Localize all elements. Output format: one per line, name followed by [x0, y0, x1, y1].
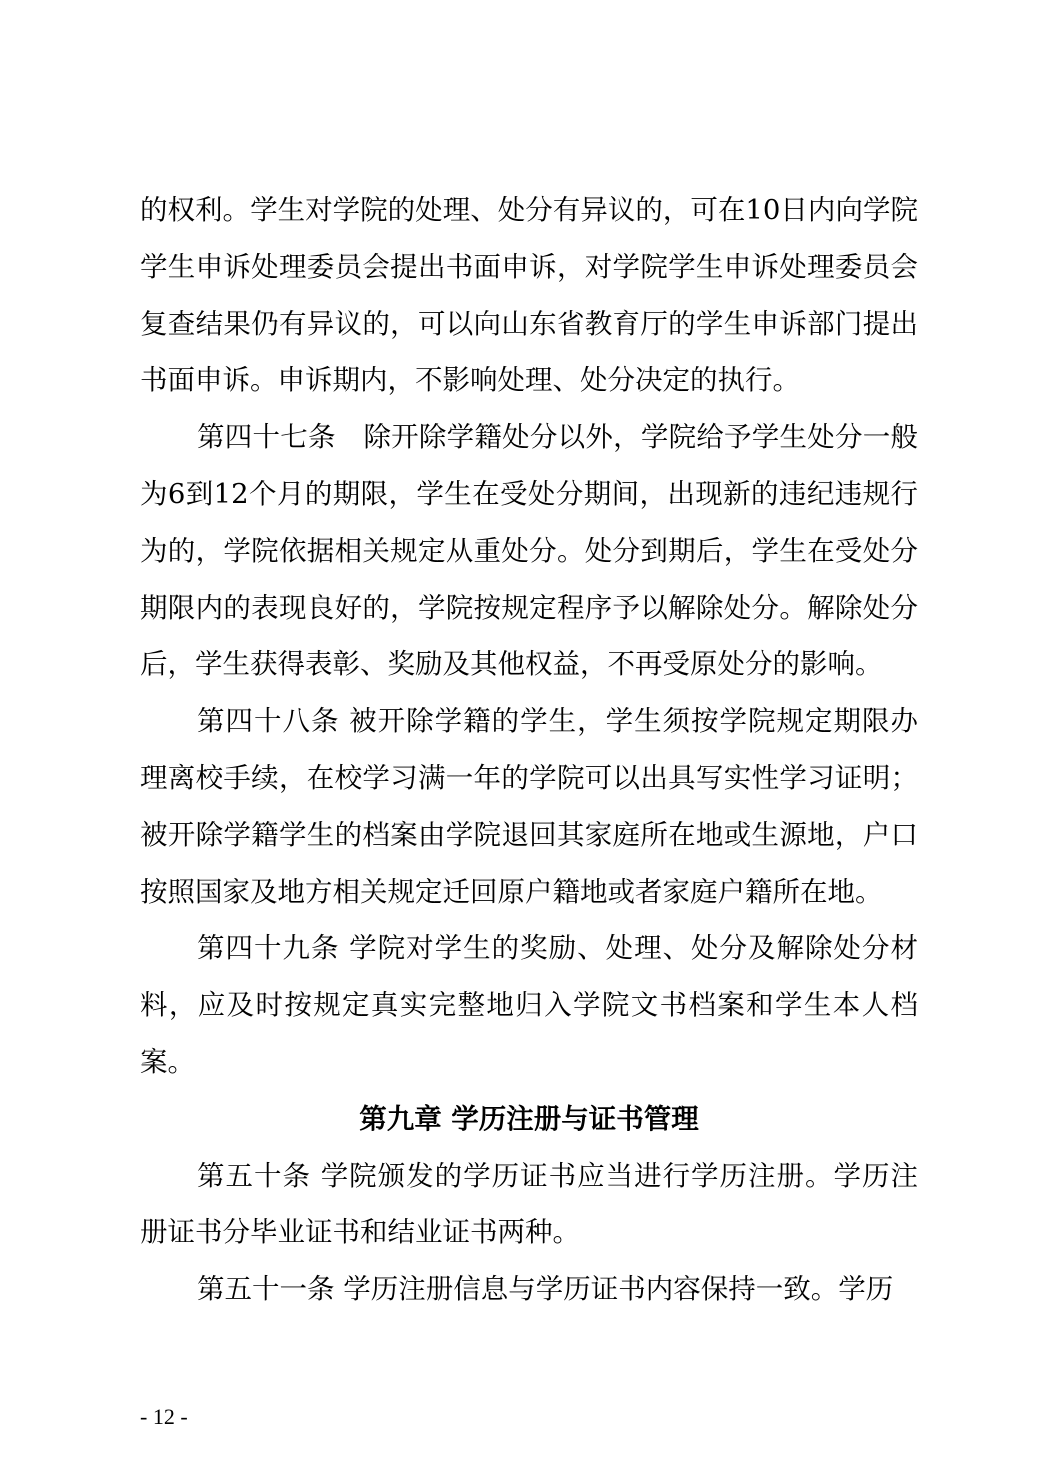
paragraph-article-48: 第四十八条 被开除学籍的学生，学生须按学院规定期限办理离校手续，在校学习满一年的学院可以出具写实性学习证明；被开除学籍学生的档案由学院退回其家庭所在地或生源地，户口按照国家及地方相关规定迁回原户籍地或者家庭户籍所在地。 [140, 705, 918, 908]
paragraph-article-50: 第五十条 学院颁发的学历证书应当进行学历注册。学历注册证书分毕业证书和结业证书两种。 [140, 1159, 918, 1249]
paragraph-article-51: 第五十一条 学历注册信息与学历证书内容保持一致。学历 [197, 1273, 894, 1306]
paragraph-article-49: 第四十九条 学院对学生的奖励、处理、处分及解除处分材料，应及时按规定真实完整地归入学院文书档案和学生本人档案。 [140, 932, 918, 1078]
paragraph-article-47: 第四十七条 除开除学籍处分以外，学院给予学生处分一般为6到12个月的期限，学生在受处分期间，出现新的违纪违规行为的，学院依据相关规定从重处分。处分到期后，学生在受处分期限内的表现良好的，学院按规定程序予以解除处分。解除处分后，学生获得表彰、奖励及其他权益，不再受原处分的影响。 [140, 421, 918, 681]
paragraph-continuation: 的权利。学生对学院的处理、处分有异议的，可在10日内向学院学生申诉处理委员会提出书面申诉，对学院学生申诉处理委员会复查结果仍有异议的，可以向山东省教育厅的学生申诉部门提出书面申诉。申诉期内，不影响处理、处分决定的执行。 [140, 194, 918, 397]
chapter-heading: 第九章 学历注册与证书管理 [359, 1102, 699, 1135]
body-text [140, 182, 918, 1318]
page-number: - 12 - [140, 1404, 188, 1429]
